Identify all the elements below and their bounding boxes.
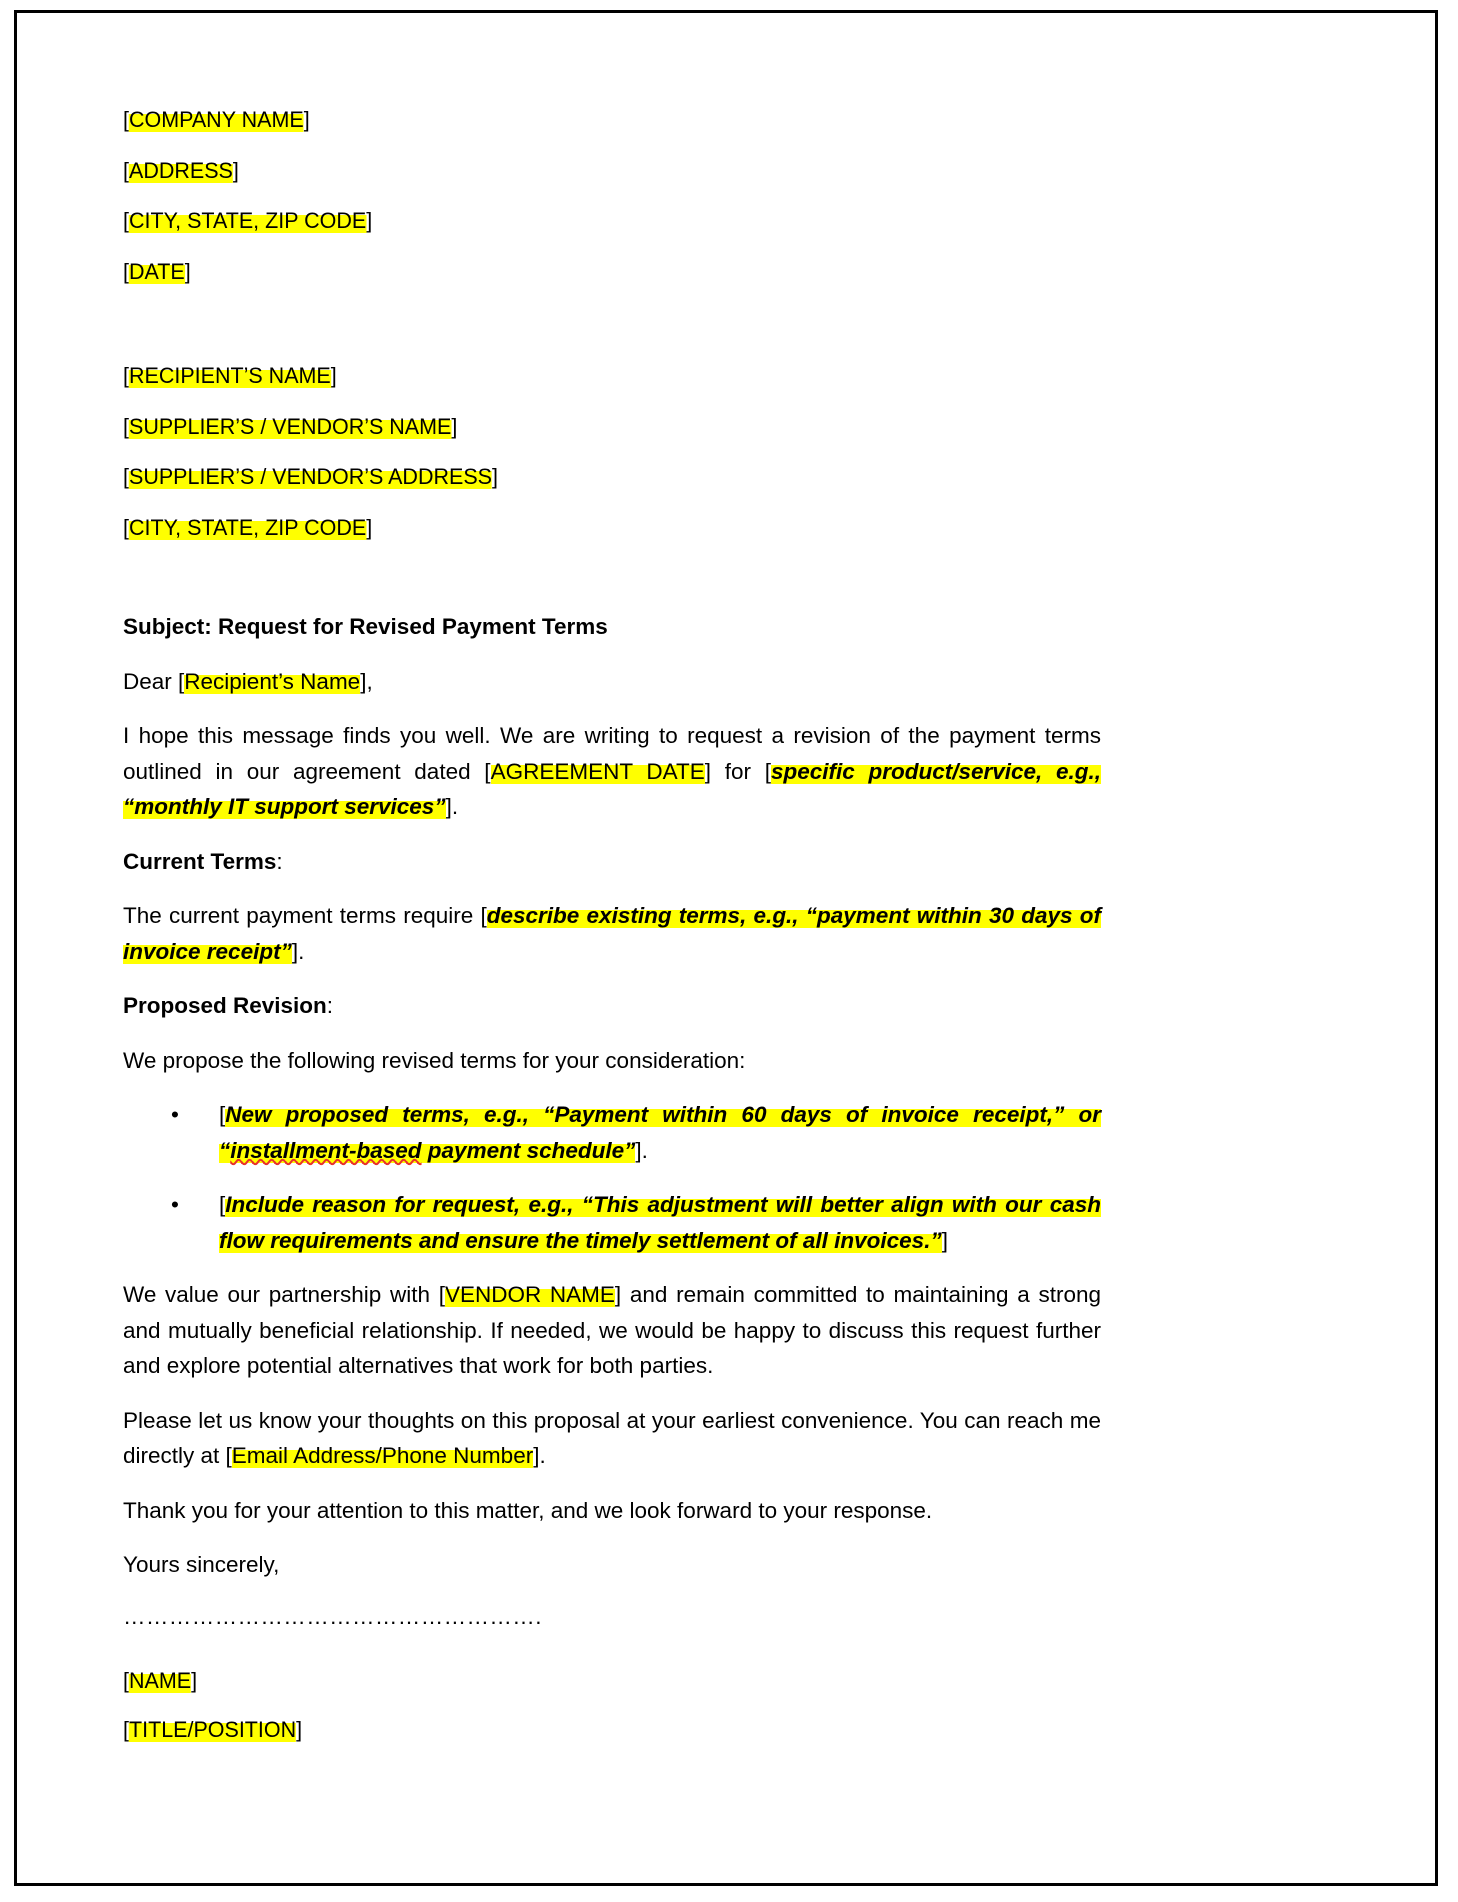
partnership-paragraph xyxy=(123,1277,1101,1384)
contact-part-2: ]. xyxy=(533,1443,546,1468)
bullet-2-body-a: Include reason for request, e.g., “This adjustment will better align with our cash flow requirements and ensure the timely settlement of all invoices.” xyxy=(219,1192,1101,1253)
list-item xyxy=(123,1097,1101,1168)
bullet-2-open: [ xyxy=(219,1192,226,1217)
intro-part-1: I hope this message finds you well. We are writing to request a revision of the payment terms outlined in our agreement dated [ xyxy=(123,723,1101,784)
intro-paragraph xyxy=(123,718,1101,825)
signer-name-placeholder: NAME xyxy=(128,1667,192,1693)
salutation-lead: Dear [ xyxy=(123,668,185,694)
vendor-city-state-zip-placeholder: CITY, STATE, ZIP CODE xyxy=(128,514,367,540)
sender-address-block xyxy=(123,105,1101,286)
sender-date: [DATE] xyxy=(123,258,191,284)
current-terms-heading-label: Current Terms xyxy=(123,848,277,874)
recipient-name-placeholder: RECIPIENT’S NAME xyxy=(128,363,331,388)
bullet-1-text xyxy=(219,1102,1101,1163)
sign-off: Yours sincerely, xyxy=(123,1552,280,1577)
current-terms-part-1: The current payment terms require [ xyxy=(123,903,487,928)
current-terms-part-2: ]. xyxy=(291,938,305,964)
recipient-name: [RECIPIENT’S NAME] xyxy=(123,363,337,388)
intro-part-3: ]. xyxy=(445,794,459,819)
product-service-placeholder: specific product/service, e.g., “monthly IT support services” xyxy=(123,758,1102,819)
proposed-terms-list xyxy=(123,1097,1101,1258)
sender-address-placeholder: ADDRESS xyxy=(128,157,233,183)
current-terms-heading-colon: : xyxy=(276,848,283,874)
proposed-revision-heading-label: Proposed Revision xyxy=(123,993,327,1018)
signer-title-placeholder: TITLE/POSITION xyxy=(128,1716,297,1742)
vendor-address-placeholder: SUPPLIER’S / VENDOR’S ADDRESS xyxy=(128,464,492,489)
intro-part-2: ] for [ xyxy=(704,758,771,784)
existing-terms-placeholder: describe existing terms, e.g., “payment within 30 days of invoice receipt” xyxy=(123,903,1101,964)
partnership-part-2: ] and remain committed to maintaining a strong and mutually beneficial relationship. If needed, we would be happy to discuss this request further and explore potential alternatives that work for both parties. xyxy=(123,1282,1101,1378)
proposed-revision-heading-colon: : xyxy=(326,993,334,1018)
salutation-trail: ], xyxy=(360,668,373,694)
sender-city-state-zip-placeholder: CITY, STATE, ZIP CODE xyxy=(128,208,367,233)
salutation-line xyxy=(123,664,1101,700)
agreement-date-placeholder: AGREEMENT DATE xyxy=(490,758,705,784)
vendor-name-inline-placeholder: VENDOR NAME xyxy=(444,1282,615,1307)
block-spacer-recipient xyxy=(123,563,1101,609)
list-item xyxy=(123,1187,1101,1258)
bullet-1-misspelled-word: installment-based xyxy=(230,1137,422,1163)
thanks-paragraph: Thank you for your attention to this matter, and we look forward to your response. xyxy=(123,1497,933,1523)
bullet-1-close: ]. xyxy=(635,1137,648,1163)
sender-company-name-placeholder: COMPANY NAME xyxy=(128,107,304,132)
current-terms-paragraph xyxy=(123,898,1101,969)
vendor-name: [SUPPLIER’S / VENDOR’S NAME] xyxy=(123,413,458,439)
vendor-name-placeholder: SUPPLIER’S / VENDOR’S NAME xyxy=(128,413,452,439)
contact-paragraph xyxy=(123,1403,1101,1474)
document-page xyxy=(14,10,1438,1886)
vendor-city-state-zip: [CITY, STATE, ZIP CODE] xyxy=(123,514,373,540)
contact-details-placeholder: Email Address/Phone Number xyxy=(231,1443,534,1468)
block-spacer-sender xyxy=(123,307,1101,361)
signature-line: ………………………………………………. xyxy=(123,1603,542,1629)
bullet-1-open: [ xyxy=(219,1102,226,1127)
bullet-1-body-b: payment schedule” xyxy=(421,1137,636,1163)
partnership-part-1: We value our partnership with [ xyxy=(123,1282,445,1307)
proposed-revision-heading xyxy=(123,988,1101,1024)
salutation-recipient-placeholder: Recipient’s Name xyxy=(184,668,361,694)
proposed-revision-lead-in: We propose the following revised terms for your consideration: xyxy=(123,1047,746,1073)
sender-address: [ADDRESS] xyxy=(123,157,239,183)
sender-city-state-zip: [CITY, STATE, ZIP CODE] xyxy=(123,208,373,233)
sender-date-placeholder: DATE xyxy=(128,258,185,284)
current-terms-heading xyxy=(123,844,1101,880)
bullet-2-text xyxy=(219,1192,1101,1253)
vendor-address: [SUPPLIER’S / VENDOR’S ADDRESS] xyxy=(123,464,498,489)
bullet-1-body-a: New proposed terms, e.g., “Payment within 60 days of invoice receipt,” or “ xyxy=(219,1102,1101,1163)
bullet-2-close: ] xyxy=(941,1227,948,1253)
signer-name: [NAME] xyxy=(123,1667,198,1693)
subject-line: Subject: Request for Revised Payment Terms xyxy=(123,614,608,639)
signer-title: [TITLE/POSITION] xyxy=(123,1716,303,1742)
contact-part-1: Please let us know your thoughts on this proposal at your earliest convenience. You can reach me directly at [ xyxy=(123,1407,1101,1468)
sender-company-name: [COMPANY NAME] xyxy=(123,107,310,132)
letter-body xyxy=(123,105,1101,1765)
recipient-address-block xyxy=(123,361,1101,542)
